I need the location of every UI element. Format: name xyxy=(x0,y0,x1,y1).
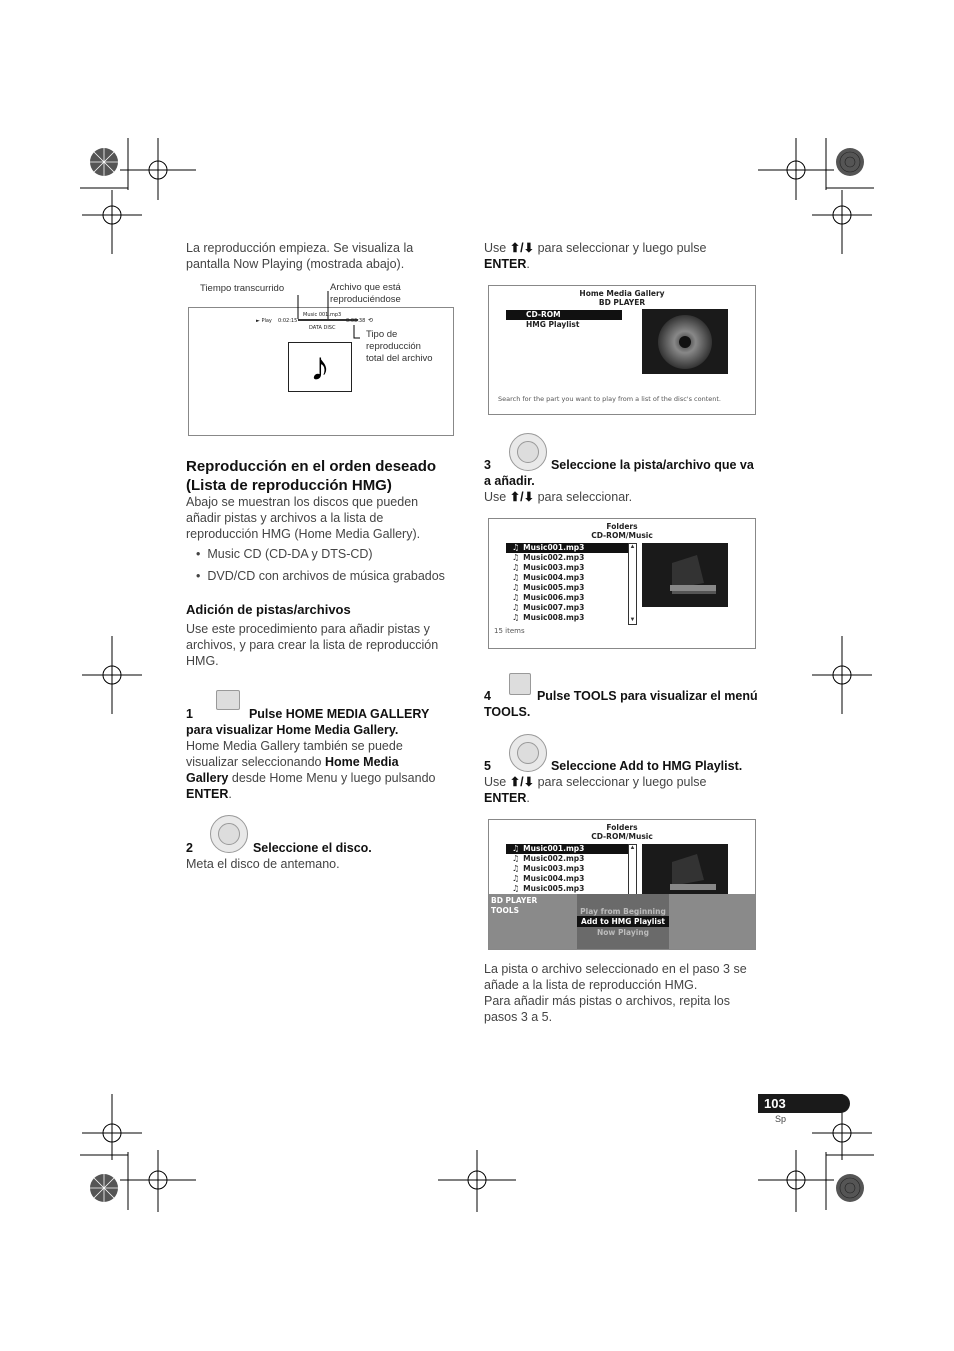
step-title-line: a añadir. xyxy=(484,474,535,488)
tools-menu-panel xyxy=(489,894,755,949)
scroll-up-icon[interactable]: ▲ xyxy=(629,544,636,550)
screen-subtitle: CD-ROM/Music xyxy=(591,531,653,540)
file-name: Music005.mp3 xyxy=(523,884,585,893)
music-file-icon: ♫ xyxy=(512,864,520,873)
tools-menu-screen xyxy=(488,819,756,950)
music-file-icon: ♫ xyxy=(512,583,520,592)
tools-header: BD PLAYER xyxy=(491,896,538,905)
music-file-icon: ♫ xyxy=(512,573,520,582)
subheading: Adición de pistas/archivos xyxy=(186,602,351,617)
home-media-gallery-screen xyxy=(488,285,756,415)
step-4-title xyxy=(484,688,758,720)
step-title-line: Pulse HOME MEDIA GALLERY xyxy=(248,707,430,721)
step-number: 5 xyxy=(484,759,491,773)
piano-image xyxy=(642,543,728,607)
piano-icon xyxy=(642,844,728,894)
music-file-icon: ♫ xyxy=(512,553,520,562)
list-item[interactable] xyxy=(506,593,628,603)
bullet-text: Music CD (CD-DA y DTS-CD) xyxy=(207,547,373,561)
up-down-arrow-icon: ⬆/⬇ xyxy=(509,490,535,504)
step-1-text xyxy=(186,738,435,802)
use-text: . xyxy=(526,791,530,805)
step-2-text: Meta el disco de antemano. xyxy=(186,857,340,871)
file-name: Music003.mp3 xyxy=(523,563,585,572)
step-5-title xyxy=(484,758,742,774)
file-name: Music 001.mp3 xyxy=(303,312,342,318)
use-text: para seleccionar y luego pulse xyxy=(534,775,707,789)
heading-line: Reproducción en el orden deseado xyxy=(186,458,437,475)
file-name: Music002.mp3 xyxy=(523,553,585,562)
disc-icon xyxy=(642,309,728,374)
scroll-down-icon[interactable]: ▼ xyxy=(629,617,636,623)
intro-line: pantalla Now Playing (mostrada abajo). xyxy=(186,257,405,271)
tools-options xyxy=(577,894,669,949)
music-file-icon: ♫ xyxy=(512,874,520,883)
total-time: 0:03:38 xyxy=(346,318,366,324)
disc-type: DATA DISC xyxy=(309,325,336,331)
list-item[interactable] xyxy=(506,844,628,854)
list-item[interactable] xyxy=(506,553,628,563)
step-title-line: Pulse TOOLS para visualizar el menú xyxy=(536,689,758,703)
file-name: Music001.mp3 xyxy=(523,844,585,853)
scroll-up-icon[interactable]: ▲ xyxy=(629,845,636,851)
step-text: . xyxy=(228,787,232,801)
play-label: Play xyxy=(261,318,272,324)
now-playing-figure xyxy=(188,283,454,435)
file-name: Music006.mp3 xyxy=(523,593,585,602)
menu-item-add-to-hmg-playlist[interactable]: Add to HMG Playlist xyxy=(577,916,669,927)
bullet-text: DVD/CD con archivos de música grabados xyxy=(207,569,445,583)
step-text: desde Home Menu y luego pulsando xyxy=(228,771,436,785)
music-file-icon: ♫ xyxy=(512,854,520,863)
step-title-line: Seleccione el disco. xyxy=(252,841,372,855)
list-item[interactable] xyxy=(506,543,628,553)
heading-line: (Lista de reproducción HMG) xyxy=(186,477,392,494)
para-line: Use este procedimiento para añadir pistas y xyxy=(186,622,430,636)
bullet-item: • DVD/CD con archivos de música grabados xyxy=(196,569,445,583)
label-elapsed: Tiempo transcurrido xyxy=(200,283,285,294)
music-thumbnail xyxy=(288,342,352,392)
step-3-text xyxy=(484,489,632,505)
list-item[interactable] xyxy=(506,854,628,864)
file-name: Music004.mp3 xyxy=(523,573,585,582)
use-text: Use xyxy=(484,241,510,255)
step-title-line: para visualizar Home Media Gallery. xyxy=(186,723,399,737)
use-text: Use xyxy=(484,490,510,504)
label-total-line: reproducción xyxy=(366,341,421,352)
step-text-bold: ENTER xyxy=(186,787,229,801)
screen-title: Folders xyxy=(606,522,638,531)
section-heading xyxy=(186,457,436,495)
use-text: . xyxy=(526,257,530,271)
step-title-line: TOOLS. xyxy=(484,705,531,719)
bullet-item: • Music CD (CD-DA y DTS-CD) xyxy=(196,547,373,561)
screen-title: Folders xyxy=(606,823,638,832)
item-count: 15 items xyxy=(494,627,525,635)
step-number: 2 xyxy=(186,841,193,855)
para-line: Abajo se muestran los discos que pueden xyxy=(186,495,419,509)
para-line: reproducción HMG (Home Media Gallery). xyxy=(186,527,421,541)
enter-label: ENTER xyxy=(484,791,527,805)
intro-line: La reproducción empieza. Se visualiza la xyxy=(186,241,414,255)
menu-item-play-from-beginning[interactable]: Play from Beginning xyxy=(580,907,666,916)
up-down-arrow-icon: ⬆/⬇ xyxy=(509,241,535,255)
page-number: 103 xyxy=(764,1096,786,1111)
file-list xyxy=(506,543,628,623)
step-number: 4 xyxy=(484,689,491,703)
music-file-icon: ♫ xyxy=(512,884,520,893)
para-line: pasos 3 a 5. xyxy=(484,1010,553,1024)
final-paragraph xyxy=(484,961,747,1025)
list-item[interactable] xyxy=(506,874,628,884)
step-line: Home Media Gallery también se puede xyxy=(186,739,403,753)
step-title-line: Seleccione la pista/archivo que va xyxy=(550,458,754,472)
play-status: ► Play xyxy=(256,318,272,324)
menu-item-hmg-playlist[interactable]: HMG Playlist xyxy=(526,320,580,329)
label-total-line: total del archivo xyxy=(366,353,433,364)
screen-footer: Search for the part you want to play from a list of the disc's content. xyxy=(498,395,721,403)
scrollbar[interactable] xyxy=(628,844,637,896)
file-list xyxy=(506,844,628,894)
up-down-arrow-icon: ⬆/⬇ xyxy=(509,775,535,789)
para-line: HMG. xyxy=(186,654,219,668)
step-3-title xyxy=(484,457,754,489)
file-name: Music005.mp3 xyxy=(523,583,585,592)
use-text: para seleccionar. xyxy=(534,490,633,504)
music-file-icon: ♫ xyxy=(512,563,520,572)
step-number: 3 xyxy=(484,458,491,472)
para-line: Para añadir más pistas o archivos, repita los xyxy=(484,994,730,1008)
list-item[interactable] xyxy=(506,563,628,573)
step-title-line: Seleccione Add to HMG Playlist. xyxy=(550,759,743,773)
menu-item-cd-rom[interactable]: CD-ROM xyxy=(506,310,622,320)
repeat-icon: ⟲ xyxy=(368,317,374,324)
list-item[interactable] xyxy=(506,864,628,874)
step-text-bold: Home Media xyxy=(324,755,399,769)
list-item[interactable] xyxy=(506,603,628,613)
page-number-tab xyxy=(758,1094,850,1113)
procedure-paragraph xyxy=(186,621,438,669)
label-total xyxy=(366,329,433,365)
step-5-text xyxy=(484,774,706,806)
language-code: Sp xyxy=(775,1114,787,1124)
step-1-title xyxy=(186,706,429,738)
file-name: Music002.mp3 xyxy=(523,854,585,863)
step-text-bold: Gallery xyxy=(186,771,229,785)
intro-text xyxy=(186,240,413,272)
label-total-line: Tipo de xyxy=(366,329,398,340)
screen-title: Home Media Gallery xyxy=(579,289,665,298)
step-number: 1 xyxy=(186,707,193,721)
list-item[interactable] xyxy=(506,573,628,583)
label-file-line: Archivo que está xyxy=(330,282,401,293)
music-file-icon: ♫ xyxy=(512,613,520,622)
step-2-title xyxy=(186,840,372,856)
folders-screen xyxy=(488,518,756,649)
music-note-icon: ♪ xyxy=(310,345,330,389)
disc-image xyxy=(642,309,728,374)
step-text: visualizar seleccionando xyxy=(186,755,325,769)
para-line: archivos, y para crear la lista de reproducción xyxy=(186,638,439,652)
file-name: Music007.mp3 xyxy=(523,603,585,612)
label-file-line: reproduciéndose xyxy=(330,294,401,305)
list-item[interactable] xyxy=(506,884,628,894)
elapsed-time: 0:02:15 xyxy=(278,318,298,324)
file-name: Music008.mp3 xyxy=(523,613,585,622)
scrollbar[interactable] xyxy=(628,543,637,625)
music-file-icon: ♫ xyxy=(512,543,520,552)
screen-subtitle: CD-ROM/Music xyxy=(591,832,653,841)
file-name: Music003.mp3 xyxy=(523,864,585,873)
use-text: para seleccionar y luego pulse xyxy=(534,241,707,255)
screen-subtitle: BD PLAYER xyxy=(598,298,646,307)
intro-paragraph xyxy=(186,494,420,542)
para-line: añadir pistas y archivos a la lista de xyxy=(186,511,384,525)
list-item[interactable] xyxy=(506,583,628,593)
piano-icon xyxy=(642,543,728,607)
para-line: La pista o archivo seleccionado en el paso 3 se xyxy=(484,962,747,976)
enter-label: ENTER xyxy=(484,257,527,271)
tools-header: TOOLS xyxy=(491,906,520,915)
para-line: añade a la lista de reproducción HMG. xyxy=(484,978,698,992)
music-file-icon: ♫ xyxy=(512,603,520,612)
music-file-icon: ♫ xyxy=(512,844,520,853)
use-instruction xyxy=(484,240,706,272)
music-file-icon: ♫ xyxy=(512,593,520,602)
file-name: Music001.mp3 xyxy=(523,543,585,552)
file-name: Music004.mp3 xyxy=(523,874,585,883)
use-text: Use xyxy=(484,775,510,789)
menu-item-now-playing[interactable]: Now Playing xyxy=(596,928,650,937)
list-item[interactable] xyxy=(506,613,628,623)
piano-image xyxy=(642,844,728,894)
